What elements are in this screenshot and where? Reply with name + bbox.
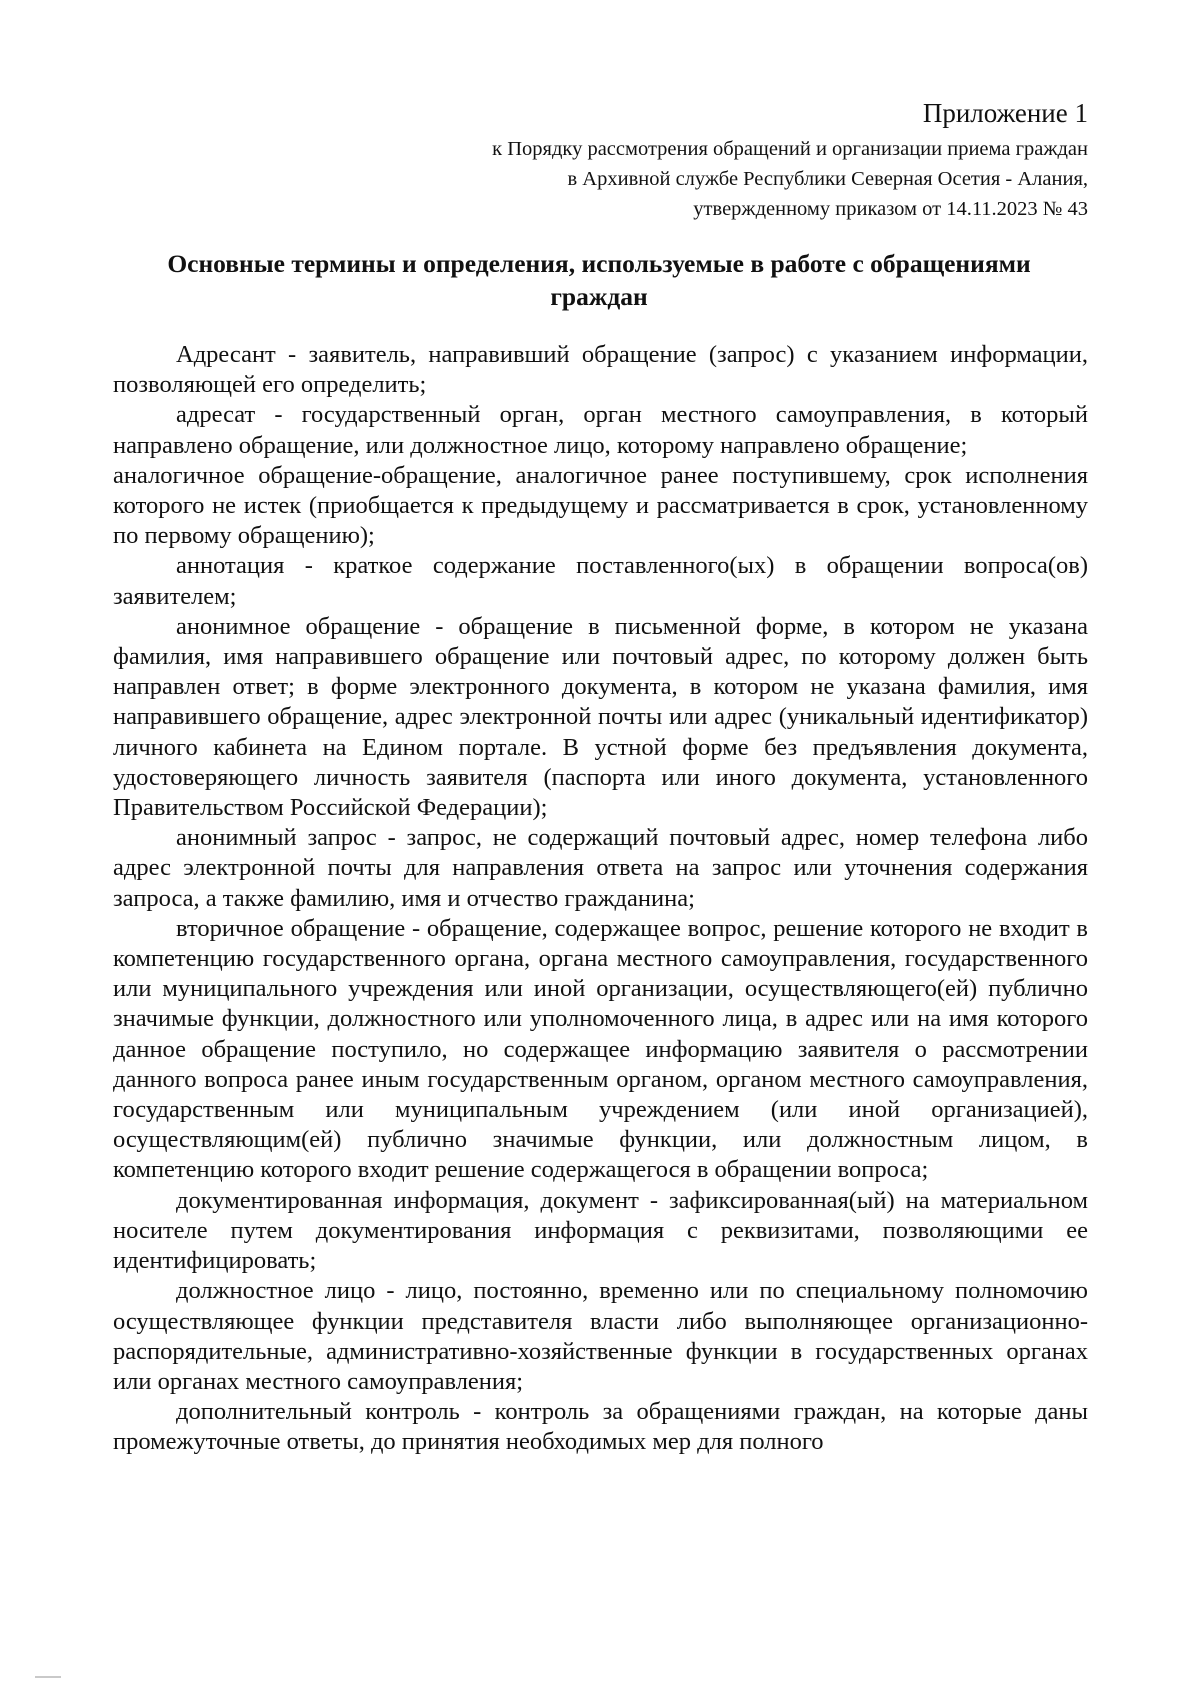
paragraph-dolzhnostnoe: должностное лицо - лицо, постоянно, временно или по специальному полномочию осуществляющее функции представителя власти либо выполняющее организационно-распорядительные, административно-хозяйственные функции в государственных органах или органах местного самоуправления; (113, 1277, 1088, 1395)
appendix-line-2: в Архивной службе Республики Северная Осетия - Алания, (567, 168, 1088, 190)
appendix-line-3: утвержденному приказом от 14.11.2023 № 43 (693, 198, 1088, 220)
appendix-header (492, 96, 1088, 224)
paragraph-dopolnitelnyi: дополнительный контроль - контроль за обращениями граждан, на которые даны промежуточные ответы, до принятия необходимых мер для полного (113, 1398, 1088, 1456)
paragraph-dokumentirovannaya: документированная информация, документ - зафиксированная(ый) на материальном носителе путем документирования информация с реквизитами, позволяющими ее идентифицировать; (113, 1186, 1088, 1275)
appendix-line-1: к Порядку рассмотрения обращений и организации приема граждан (492, 138, 1088, 160)
paragraph-anonimnoe: анонимное обращение - обращение в письменной форме, в котором не указана фамилия, имя направившего обращение или почтовый адрес, по которому должен быть направлен ответ; в форме электронного документа, в котором не указана фамилия, имя направившего обращение, адрес электронной почты или адрес (уникальный идентификатор) личного кабинета на Едином портале. В устной форме без предъявления документа, удостоверяющего личность заявителя (паспорта или иного документа, установленного Правительством Российской Федерации); (113, 612, 1088, 822)
paragraph-adresant: Адресант - заявитель, направивший обращение (запрос) с указанием информации, позволяющей его определить; (113, 341, 1088, 399)
paragraph-analogichnoe: аналогичное обращение-обращение, аналогичное ранее поступившему, срок исполнения которого не истек (приобщается к предыдущему и рассматривается в срок, установленному по первому обращению); (113, 461, 1088, 550)
appendix-label: Приложение 1 (922, 98, 1088, 128)
document-title: Основные термины и определения, используемые в работе с обращениями граждан (167, 249, 1031, 311)
paragraph-anonimnyi-zapros: анонимный запрос - запрос, не содержащий почтовый адрес, номер телефона либо адрес электронной почты для направления ответа на запрос или уточнения содержания запроса, а также фамилию, имя и отчество гражданина; (113, 824, 1088, 912)
paragraph-vtorichnoe: вторичное обращение - обращение, содержащее вопрос, решение которого не входит в компетенцию государственного органа, органа местного самоуправления, государственного или муниципального учреждения или иной организации, осуществляющего(ей) публично значимые функции, должностного или уполномоченного лица, в адрес или на имя которого данное обращение поступило, но содержащее информацию заявителя о рассмотрении данного вопроса ранее иным государственным органом, органом местного самоуправления, государственным или муниципальным учреждением (или иной организацией), осуществляющим(ей) публично значимые функции, или должностным лицом, в компетенцию которого входит решение содержащегося в обращении вопроса; (113, 914, 1088, 1184)
paragraph-annotatsiya: аннотация - краткое содержание поставленного(ых) в обращении вопроса(ов) заявителем; (113, 552, 1088, 610)
document-body (113, 340, 1088, 1458)
paragraph-adresat: адресат - государственный орган, орган местного самоуправления, в который направлено обращение, или должностное лицо, которому направлено обращение; (113, 401, 1088, 459)
scan-edge-mark (35, 1676, 61, 1678)
